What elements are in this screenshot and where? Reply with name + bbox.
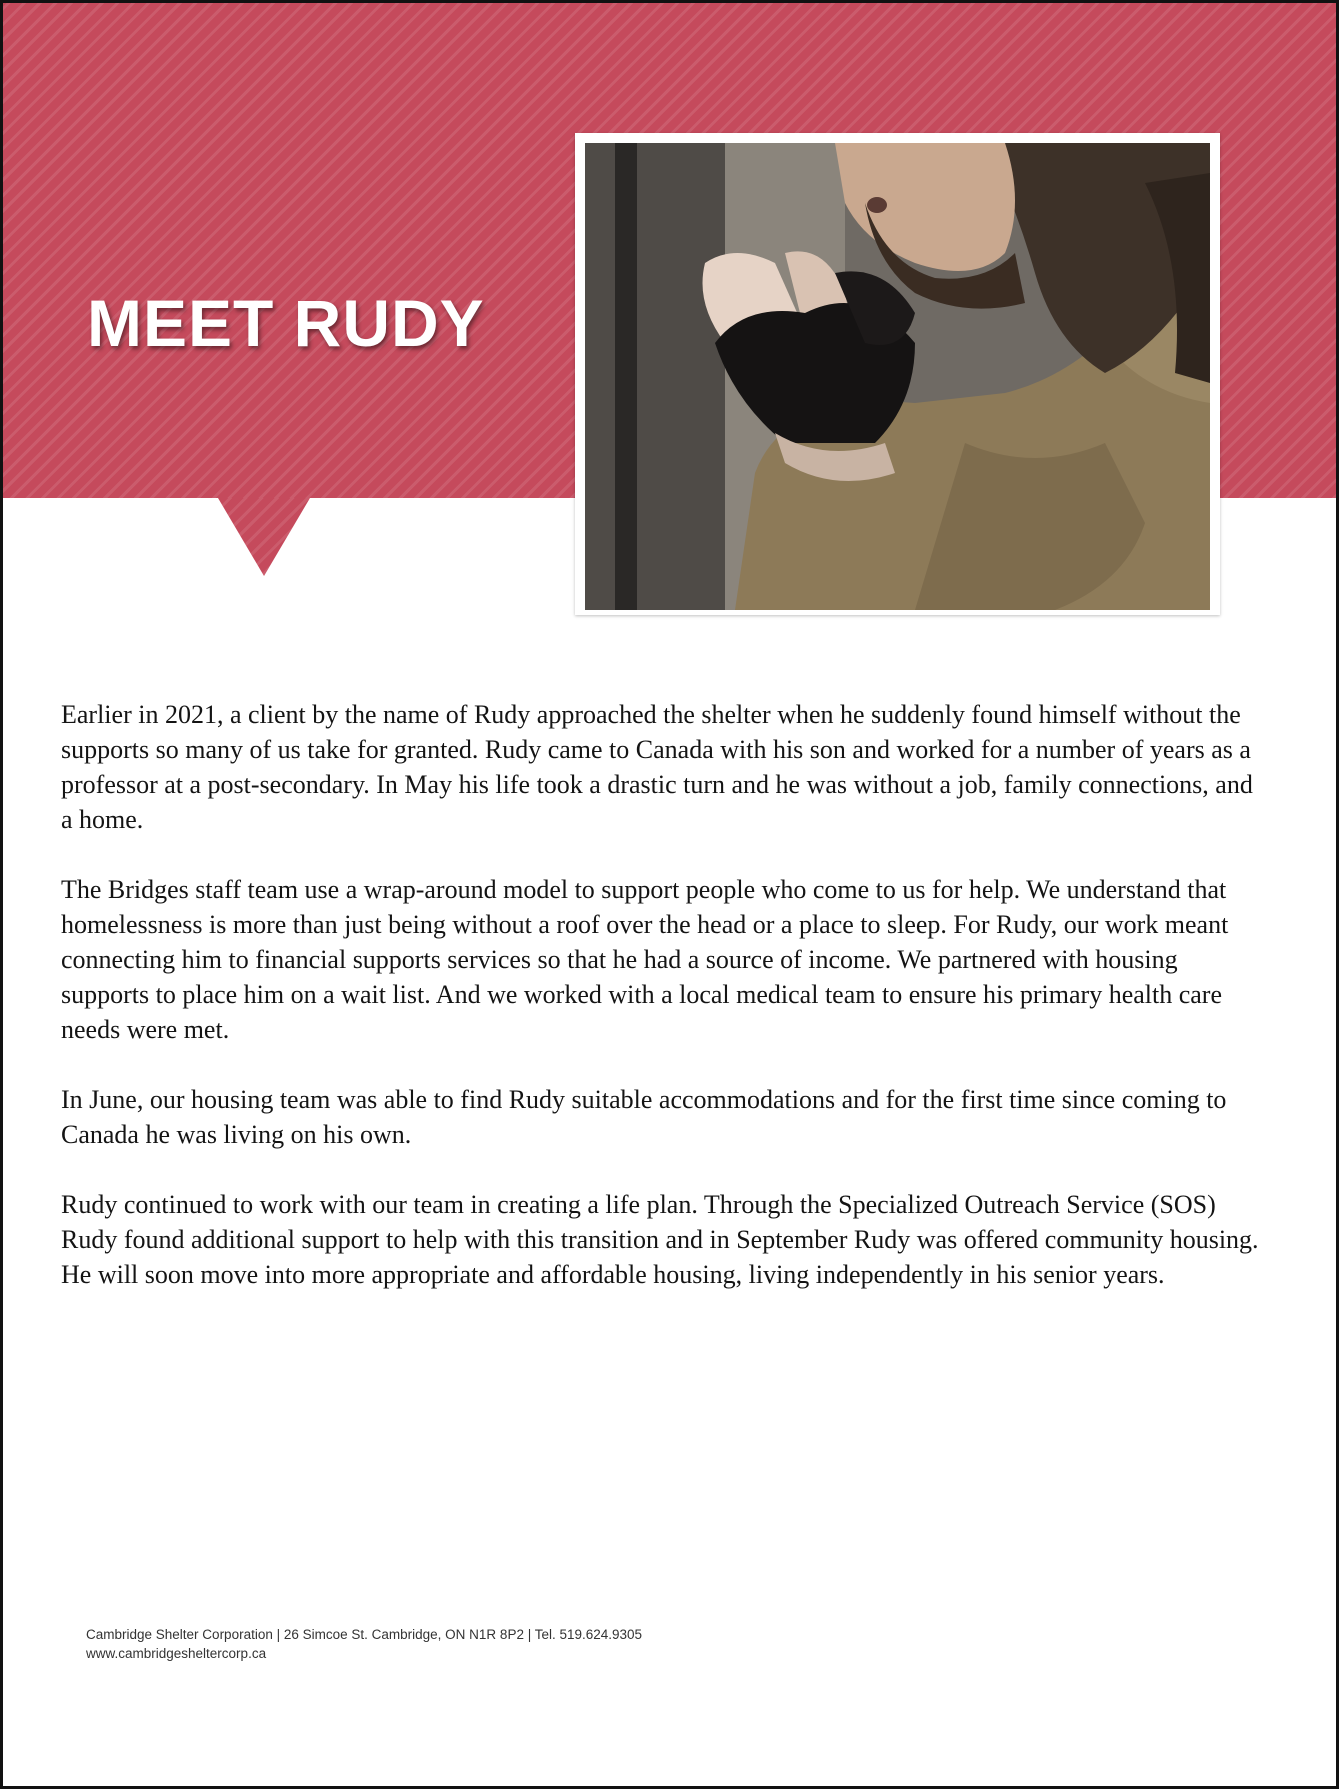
story-paragraph-3: In June, our housing team was able to find Rudy suitable accommodations and for the first time since coming to Canada he was living on his own. — [61, 1085, 1227, 1149]
footer-address: Cambridge Shelter Corporation | 26 Simcoe St. Cambridge, ON N1R 8P2 | Tel. 519.624.9305 — [86, 1627, 643, 1642]
photo-frame — [575, 133, 1220, 615]
page-title: MEET RUDY — [87, 286, 485, 360]
story-paragraph-2: The Bridges staff team use a wrap-around model to support people who come to us for help. We understand that homelessness is more than just being without a roof over the head or a place to sleep. For Rudy, our work meant connecting him to financial supports services so that he had a source of income. We partnered with housing supports to place him on a wait list. And we worked with a local medical team to ensure his primary health care needs were met. — [61, 875, 1229, 1044]
photo-man-warming-hands — [585, 143, 1210, 610]
footer-website: www.cambridgesheltercorp.ca — [86, 1646, 267, 1661]
story-text — [61, 697, 1261, 1327]
story-paragraph-1: Earlier in 2021, a client by the name of Rudy approached the shelter when he suddenly found himself without the supports so many of us take for granted. Rudy came to Canada with his son and worked for a number of years as a professor at a post-secondary. In May his life took a drastic turn and he was without a job, family connections, and a home. — [61, 700, 1253, 834]
footer — [86, 1625, 642, 1663]
story-paragraph-4: Rudy continued to work with our team in creating a life plan. Through the Specialized Outreach Service (SOS) Rudy found additional support to help with this transition and in September Rudy was offered community housing. He will soon move into more appropriate and affordable housing, living independently in his senior years. — [61, 1190, 1259, 1289]
